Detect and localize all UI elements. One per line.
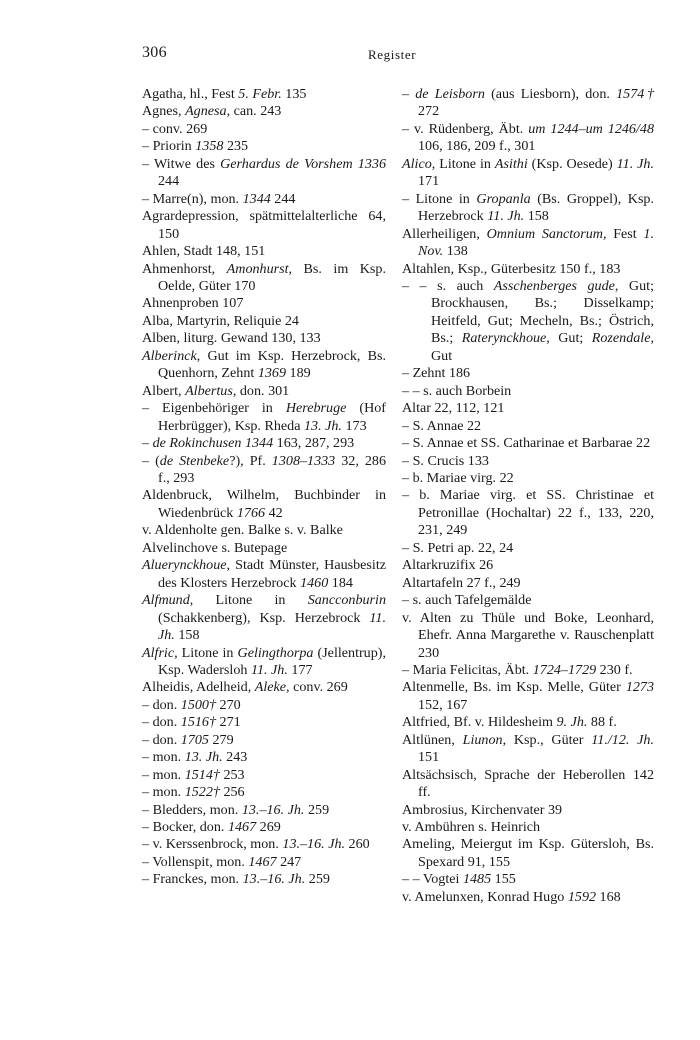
index-entry-italic-text: 1369 bbox=[257, 365, 286, 382]
index-entry bbox=[402, 278, 654, 365]
index-entry-text: – s. auch Tafelgemälde bbox=[402, 592, 532, 609]
index-entry bbox=[402, 191, 654, 226]
index-entry bbox=[402, 732, 654, 767]
index-entry bbox=[142, 295, 386, 312]
index-entry-text: 184 bbox=[328, 574, 353, 591]
index-entry-text: , Gut; Brockhausen, Bs.; Disselkamp; Heitfeld, Gut; Mecheln, Bs.; Östrich, Bs.; bbox=[431, 277, 654, 347]
index-entry-text: 230 f. bbox=[596, 661, 633, 678]
index-entry-text: 42 bbox=[265, 504, 283, 521]
index-entry-italic-text: Gelingthorpa bbox=[237, 644, 314, 661]
index-entry bbox=[402, 121, 654, 156]
index-entry-text: – b. Mariae virg. 22 bbox=[402, 469, 514, 486]
index-entry bbox=[142, 819, 386, 836]
index-entry-text: 244 bbox=[158, 173, 180, 190]
index-entry-text: – bbox=[402, 86, 416, 102]
index-entry bbox=[142, 243, 386, 260]
index-entry-italic-text: 1522† bbox=[184, 784, 220, 801]
index-entry-text: 138 bbox=[443, 243, 468, 260]
index-entry bbox=[402, 610, 654, 662]
index-entry-text: – Witwe des bbox=[142, 155, 221, 172]
index-entry bbox=[402, 767, 654, 802]
index-entry-italic-text: 13.–16. Jh. bbox=[242, 871, 306, 888]
index-entry-text: – v. Kerssenbrock, mon. bbox=[142, 836, 283, 853]
index-entry bbox=[142, 732, 386, 749]
index-entry-italic-text: Asithi bbox=[494, 155, 528, 172]
index-entry bbox=[142, 435, 386, 452]
index-entry-text: , Stadt Münster, Hausbesitz des Klosters Herzebrock bbox=[158, 557, 386, 591]
index-entry-italic-text: Omnium Sanctorum bbox=[486, 225, 603, 242]
index-entry bbox=[402, 714, 654, 731]
index-entry-text: 163, 287, 293 bbox=[273, 435, 355, 452]
index-entry-text: 259 bbox=[305, 871, 330, 888]
index-entry bbox=[402, 400, 654, 417]
index-entry-text: Alba, Martyrin, Reliquie 24 bbox=[142, 312, 299, 329]
index-entry-text: 155 bbox=[491, 871, 516, 888]
index-entry bbox=[402, 557, 654, 574]
index-entry bbox=[402, 679, 654, 714]
index-entry-text: – Marre(n), mon. bbox=[142, 190, 243, 207]
index-entry-text: – Vollenspit, mon. bbox=[142, 853, 249, 870]
index-entry bbox=[142, 592, 386, 644]
index-entry-italic-text: Gerhardus de Vorshem 1336 bbox=[220, 155, 386, 172]
index-entry-text: – mon. bbox=[142, 766, 185, 783]
index-entry bbox=[142, 86, 386, 103]
index-entry bbox=[142, 313, 386, 330]
index-entry-text: – Litone in bbox=[402, 190, 477, 207]
index-entry-italic-text: 11./12. Jh. bbox=[591, 731, 654, 748]
index-entry-text: 106, 186, 209 f., 301 bbox=[418, 138, 536, 155]
index-entry-text: – Zehnt 186 bbox=[402, 365, 471, 382]
index-entry-text: , Litone in bbox=[189, 592, 308, 609]
index-entry bbox=[402, 226, 654, 261]
index-entry-text: Ahlen, Stadt 148, 151 bbox=[142, 243, 266, 260]
index-entry bbox=[402, 261, 654, 278]
index-entry-text: Altsächsisch, Sprache der Heberollen 142 ff. bbox=[402, 766, 654, 801]
index-entry-text: Altlünen, bbox=[402, 731, 463, 748]
index-entry-italic-text: 11. Jh. bbox=[158, 609, 386, 644]
index-entry-text: – mon. bbox=[142, 749, 185, 766]
index-entry bbox=[402, 540, 654, 557]
index-entry-italic-text: Albertus bbox=[185, 382, 233, 399]
index-entry-italic-text: de Leisborn bbox=[415, 86, 485, 102]
index-entry bbox=[142, 330, 386, 347]
index-entry-italic-text: 1705 bbox=[180, 731, 209, 748]
index-entry-italic-text: Alico bbox=[402, 155, 432, 172]
index-entry-italic-text: 1358 bbox=[195, 138, 224, 155]
index-entry-italic-text: 1467 bbox=[227, 819, 257, 836]
index-entry-text: 243 bbox=[222, 749, 248, 766]
index-entry-text: – b. Mariae virg. et SS. Christinae et Petronillae (Hochaltar) 22 f., 133, 220, 231, 249 bbox=[402, 487, 654, 539]
index-entry-text: , Bs. im Ksp. Oelde, Güter 170 bbox=[158, 260, 386, 294]
index-entry-text: Alben, liturg. Gewand 130, 133 bbox=[142, 330, 321, 347]
index-entry-text: Allerheiligen, bbox=[402, 225, 487, 242]
index-entry bbox=[142, 871, 386, 888]
index-entry-italic-text: 1273 bbox=[625, 679, 654, 696]
index-entry bbox=[142, 645, 386, 680]
index-entry-text: Agnes, bbox=[142, 103, 186, 120]
index-entry-italic-text: 1485 bbox=[462, 871, 492, 888]
index-entry-text: (Hof Herbrügger), Ksp. Rheda bbox=[158, 400, 386, 434]
index-entry-text: (Jellentrup), Ksp. Wadersloh bbox=[158, 644, 386, 678]
index-entry-text: 253 bbox=[219, 766, 245, 783]
index-entry-text: 177 bbox=[287, 661, 313, 678]
index-entry-text: , Litone in bbox=[174, 644, 238, 661]
index-entry-italic-text: Asschenberges gude bbox=[493, 277, 615, 294]
index-entry-text: , Gut; bbox=[546, 330, 592, 347]
index-entry-text: 88 f. bbox=[587, 714, 617, 731]
index-entry-text: – mon. bbox=[142, 784, 185, 801]
index-entry bbox=[142, 836, 386, 853]
index-entry bbox=[402, 418, 654, 435]
index-entry-text: – Priorin bbox=[142, 138, 196, 155]
index-entry bbox=[402, 86, 654, 121]
index-entry-italic-text: 13. Jh. bbox=[184, 749, 223, 766]
index-entry bbox=[402, 435, 654, 452]
index-entry-text: – S. Petri ap. 22, 24 bbox=[402, 539, 514, 556]
index-entry-italic-text: Herebruge bbox=[285, 400, 347, 417]
index-entry-text: – – s. auch Borbein bbox=[402, 382, 512, 399]
index-entry-text: (aus Liesborn), don. bbox=[484, 86, 617, 102]
index-entry bbox=[142, 383, 386, 400]
index-entry-italic-text: 13. Jh. bbox=[303, 417, 342, 434]
index-entry-italic-text: Liunon bbox=[462, 731, 503, 748]
index-entry-text: 271 bbox=[216, 714, 241, 731]
running-head: Register bbox=[368, 47, 417, 62]
index-entry-text: 269 bbox=[256, 819, 281, 836]
index-entry bbox=[142, 191, 386, 208]
index-entry-text: – Maria Felicitas, Äbt. bbox=[402, 661, 533, 678]
index-entry-text: Agatha, hl., Fest bbox=[142, 86, 239, 102]
index-entry-text: , can. 243 bbox=[226, 103, 282, 120]
index-entry-text: v. Ambühren s. Heinrich bbox=[402, 819, 541, 836]
index-entry bbox=[142, 540, 386, 557]
index-entry-text: – don. bbox=[142, 696, 181, 713]
index-entry-text: , Ksp., Güter bbox=[502, 731, 592, 748]
index-entry-italic-text: Aleke bbox=[254, 679, 287, 696]
index-entry-text: Altenmelle, Bs. im Ksp. Melle, Güter bbox=[402, 679, 626, 696]
index-entry bbox=[142, 697, 386, 714]
index-entry-text: Agrardepression, spätmittelalterliche 64, 150 bbox=[142, 208, 386, 242]
index-entry bbox=[142, 121, 386, 138]
index-entry bbox=[402, 156, 654, 191]
index-entry-text: 173 bbox=[341, 417, 367, 434]
index-entry-text: 256 bbox=[219, 784, 245, 801]
index-entry-text: 189 bbox=[286, 365, 311, 382]
index-entry-text: – ( bbox=[142, 452, 160, 469]
index-entry-text: – bbox=[142, 435, 153, 452]
index-entry-text: 151 bbox=[418, 749, 440, 766]
index-entry bbox=[142, 522, 386, 539]
index-entry-text: , Fest bbox=[602, 225, 644, 242]
index-entry bbox=[142, 261, 386, 296]
index-entry bbox=[142, 348, 386, 383]
index-entry-text: – S. Annae et SS. Catharinae et Barbarae 22 bbox=[402, 435, 651, 452]
index-entry-text: Altfried, Bf. v. Hildesheim bbox=[402, 714, 557, 731]
index-entry-italic-text: 1344 bbox=[242, 190, 271, 207]
index-entry bbox=[402, 365, 654, 382]
index-entry bbox=[402, 453, 654, 470]
index-entry-text: , Litone in bbox=[431, 155, 495, 172]
index-entry bbox=[142, 679, 386, 696]
index-entry-italic-text: 1574† bbox=[616, 86, 655, 102]
index-entry-text: Alvelinchove s. Butepage bbox=[142, 539, 288, 556]
index-entry bbox=[402, 470, 654, 487]
index-entry-text: , conv. 269 bbox=[286, 679, 348, 696]
index-entry-text: – don. bbox=[142, 714, 181, 731]
index-entry-italic-text: de Stenbeke bbox=[159, 452, 230, 469]
index-entry-text: – – s. auch bbox=[402, 277, 494, 294]
index-entry-italic-text: 1766 bbox=[236, 504, 266, 521]
index-entry-italic-text: Amonhurst bbox=[226, 260, 289, 277]
index-entry-text: 235 bbox=[223, 138, 249, 155]
index-entry-text: Altahlen, Ksp., Güterbesitz 150 f., 183 bbox=[402, 260, 621, 277]
index-entry bbox=[142, 714, 386, 731]
index-entry-text: 247 bbox=[276, 853, 302, 870]
index-entry-text: Ameling, Meiergut im Ksp. Gütersloh, Bs. Spexard 91, 155 bbox=[402, 836, 654, 870]
index-entry bbox=[402, 592, 654, 609]
index-entry-italic-text: de Rokinchusen 1344 bbox=[152, 435, 274, 452]
index-entry-italic-text: 11. Jh. bbox=[250, 661, 288, 678]
index-entry-text: Ahmenhorst, bbox=[142, 260, 227, 277]
index-entry-text: – v. Rüdenberg, Äbt. bbox=[402, 120, 529, 137]
index-column-left bbox=[142, 86, 386, 889]
index-entry-text: Altar 22, 112, 121 bbox=[402, 400, 505, 417]
index-entry bbox=[402, 662, 654, 679]
index-entry bbox=[142, 208, 386, 243]
index-entry bbox=[142, 400, 386, 435]
index-entry-italic-text: 11. Jh. bbox=[487, 208, 525, 225]
index-entry-text: – Eigenbehöriger in bbox=[142, 400, 286, 417]
index-entry-italic-text: Aluerynckhoue bbox=[142, 557, 227, 574]
index-entry-text: 272 bbox=[418, 103, 440, 120]
index-entry-text: v. Aldenholte gen. Balke s. v. Balke bbox=[142, 522, 343, 539]
index-entry-text: Albert, bbox=[142, 382, 186, 399]
index-entry-text: (Schakkenberg), Ksp. Herzebrock bbox=[158, 609, 370, 626]
index-entry-italic-text: 1308–1333 bbox=[271, 452, 336, 469]
index-entry-text: 135 bbox=[281, 86, 307, 102]
index-entry-text: Alheidis, Adelheid, bbox=[142, 679, 255, 696]
index-entry-italic-text: 1467 bbox=[248, 853, 277, 870]
index-entry-text: ?), Pf. bbox=[229, 452, 272, 469]
index-entry-italic-text: Alberinck bbox=[142, 347, 197, 364]
index-entry-text: 32, 286 f., 293 bbox=[158, 452, 387, 486]
index-entry-text: Altarkruzifix 26 bbox=[402, 557, 494, 574]
index-entry-italic-text: 1460 bbox=[300, 574, 329, 591]
index-entry bbox=[402, 802, 654, 819]
index-entry-italic-text: 1724–1729 bbox=[532, 661, 597, 678]
index-entry-italic-text: Alfmund bbox=[142, 592, 190, 609]
index-entry-text: 259 bbox=[304, 801, 330, 818]
index-entry-italic-text: 5. Febr. bbox=[238, 86, 282, 102]
index-entry-text: – Franckes, mon. bbox=[142, 871, 243, 888]
index-entry-text: (Bs. Groppel), Ksp. Herzebrock bbox=[418, 190, 655, 225]
index-entry-text: – S. Crucis 133 bbox=[402, 452, 489, 469]
index-entry bbox=[142, 487, 386, 522]
index-entry-text: – Bocker, don. bbox=[142, 819, 228, 836]
index-entry-text: , Gut im Ksp. Herzebrock, Bs. Quenhorn, Zehnt bbox=[158, 347, 386, 382]
index-entry-text: 168 bbox=[596, 888, 621, 905]
index-entry-text: – S. Annae 22 bbox=[402, 417, 482, 434]
index-entry-text: – conv. 269 bbox=[142, 120, 208, 137]
index-entry-italic-text: 13.–16. Jh. bbox=[282, 836, 346, 853]
index-entry-text: , don. 301 bbox=[232, 382, 290, 399]
index-entry-text: 158 bbox=[174, 627, 200, 644]
index-entry bbox=[142, 103, 386, 120]
index-entry-italic-text: Raterynckhoue bbox=[461, 330, 547, 347]
index-entry bbox=[142, 138, 386, 155]
index-entry-italic-text: Alfric bbox=[142, 644, 175, 661]
index-entry bbox=[142, 784, 386, 801]
index-entry-text: Aldenbruck, Wilhelm, Buchbinder in Wiedenbrück bbox=[142, 487, 386, 521]
index-entry-italic-text: Rozendale bbox=[591, 330, 651, 347]
index-entry bbox=[142, 156, 386, 191]
index-entry bbox=[142, 767, 386, 784]
index-entry bbox=[402, 819, 654, 836]
index-entry bbox=[402, 871, 654, 888]
index-entry bbox=[402, 836, 654, 871]
index-entry-italic-text: Sancconburin bbox=[307, 592, 386, 609]
index-entry bbox=[142, 854, 386, 871]
index-entry-text: 279 bbox=[208, 731, 234, 748]
index-entry-text: , Gut bbox=[431, 330, 654, 364]
index-entry bbox=[142, 453, 386, 488]
index-entry-text: Altartafeln 27 f., 249 bbox=[402, 574, 521, 591]
index-entry-italic-text: 1592 bbox=[567, 888, 597, 905]
index-entry bbox=[402, 575, 654, 592]
index-entry-italic-text: 11. Jh. bbox=[616, 155, 654, 172]
index-entry-italic-text: 1. Nov. bbox=[418, 225, 654, 260]
index-entry-text: v. Alten zu Thüle und Boke, Leonhard, Ehefr. Anna Margarethe v. Rauschenplatt 230 bbox=[402, 609, 654, 661]
index-column-right bbox=[402, 86, 654, 906]
index-entry-text: – don. bbox=[142, 731, 181, 748]
index-entry-text: Ambrosius, Kirchenvater 39 bbox=[402, 801, 563, 818]
page-number: 306 bbox=[142, 44, 167, 61]
index-entry-italic-text: um 1244–um 1246/48 bbox=[528, 120, 654, 137]
index-entry-italic-text: 1500† bbox=[180, 696, 216, 713]
index-entry bbox=[142, 802, 386, 819]
index-entry-text: 244 bbox=[270, 190, 296, 207]
index-entry-text: 270 bbox=[216, 696, 241, 713]
index-entry-italic-text: 9. Jh. bbox=[556, 714, 588, 731]
index-entry bbox=[402, 383, 654, 400]
index-entry-italic-text: 13.–16. Jh. bbox=[241, 801, 305, 818]
index-entry-italic-text: 1514† bbox=[184, 766, 220, 783]
index-entry-text: Ahnenproben 107 bbox=[142, 295, 244, 312]
index-entry-italic-text: Agnesa bbox=[185, 103, 227, 120]
index-entry-italic-text: 1516† bbox=[180, 714, 216, 731]
index-entry-text: (Ksp. Oesede) bbox=[527, 155, 617, 172]
index-entry bbox=[142, 557, 386, 592]
index-entry-italic-text: Gropanla bbox=[476, 190, 531, 207]
index-entry bbox=[402, 487, 654, 539]
index-entry-text: – Bledders, mon. bbox=[142, 801, 242, 818]
index-entry bbox=[142, 749, 386, 766]
index-entry-text: – – Vogtei bbox=[402, 871, 463, 888]
index-entry-text: 171 bbox=[418, 173, 440, 190]
index-entry-text: 152, 167 bbox=[418, 696, 468, 713]
index-entry-text: v. Amelunxen, Konrad Hugo bbox=[402, 888, 568, 905]
index-entry-text: 158 bbox=[524, 208, 549, 225]
index-entry bbox=[402, 889, 654, 906]
index-entry-text: 260 bbox=[345, 836, 370, 853]
